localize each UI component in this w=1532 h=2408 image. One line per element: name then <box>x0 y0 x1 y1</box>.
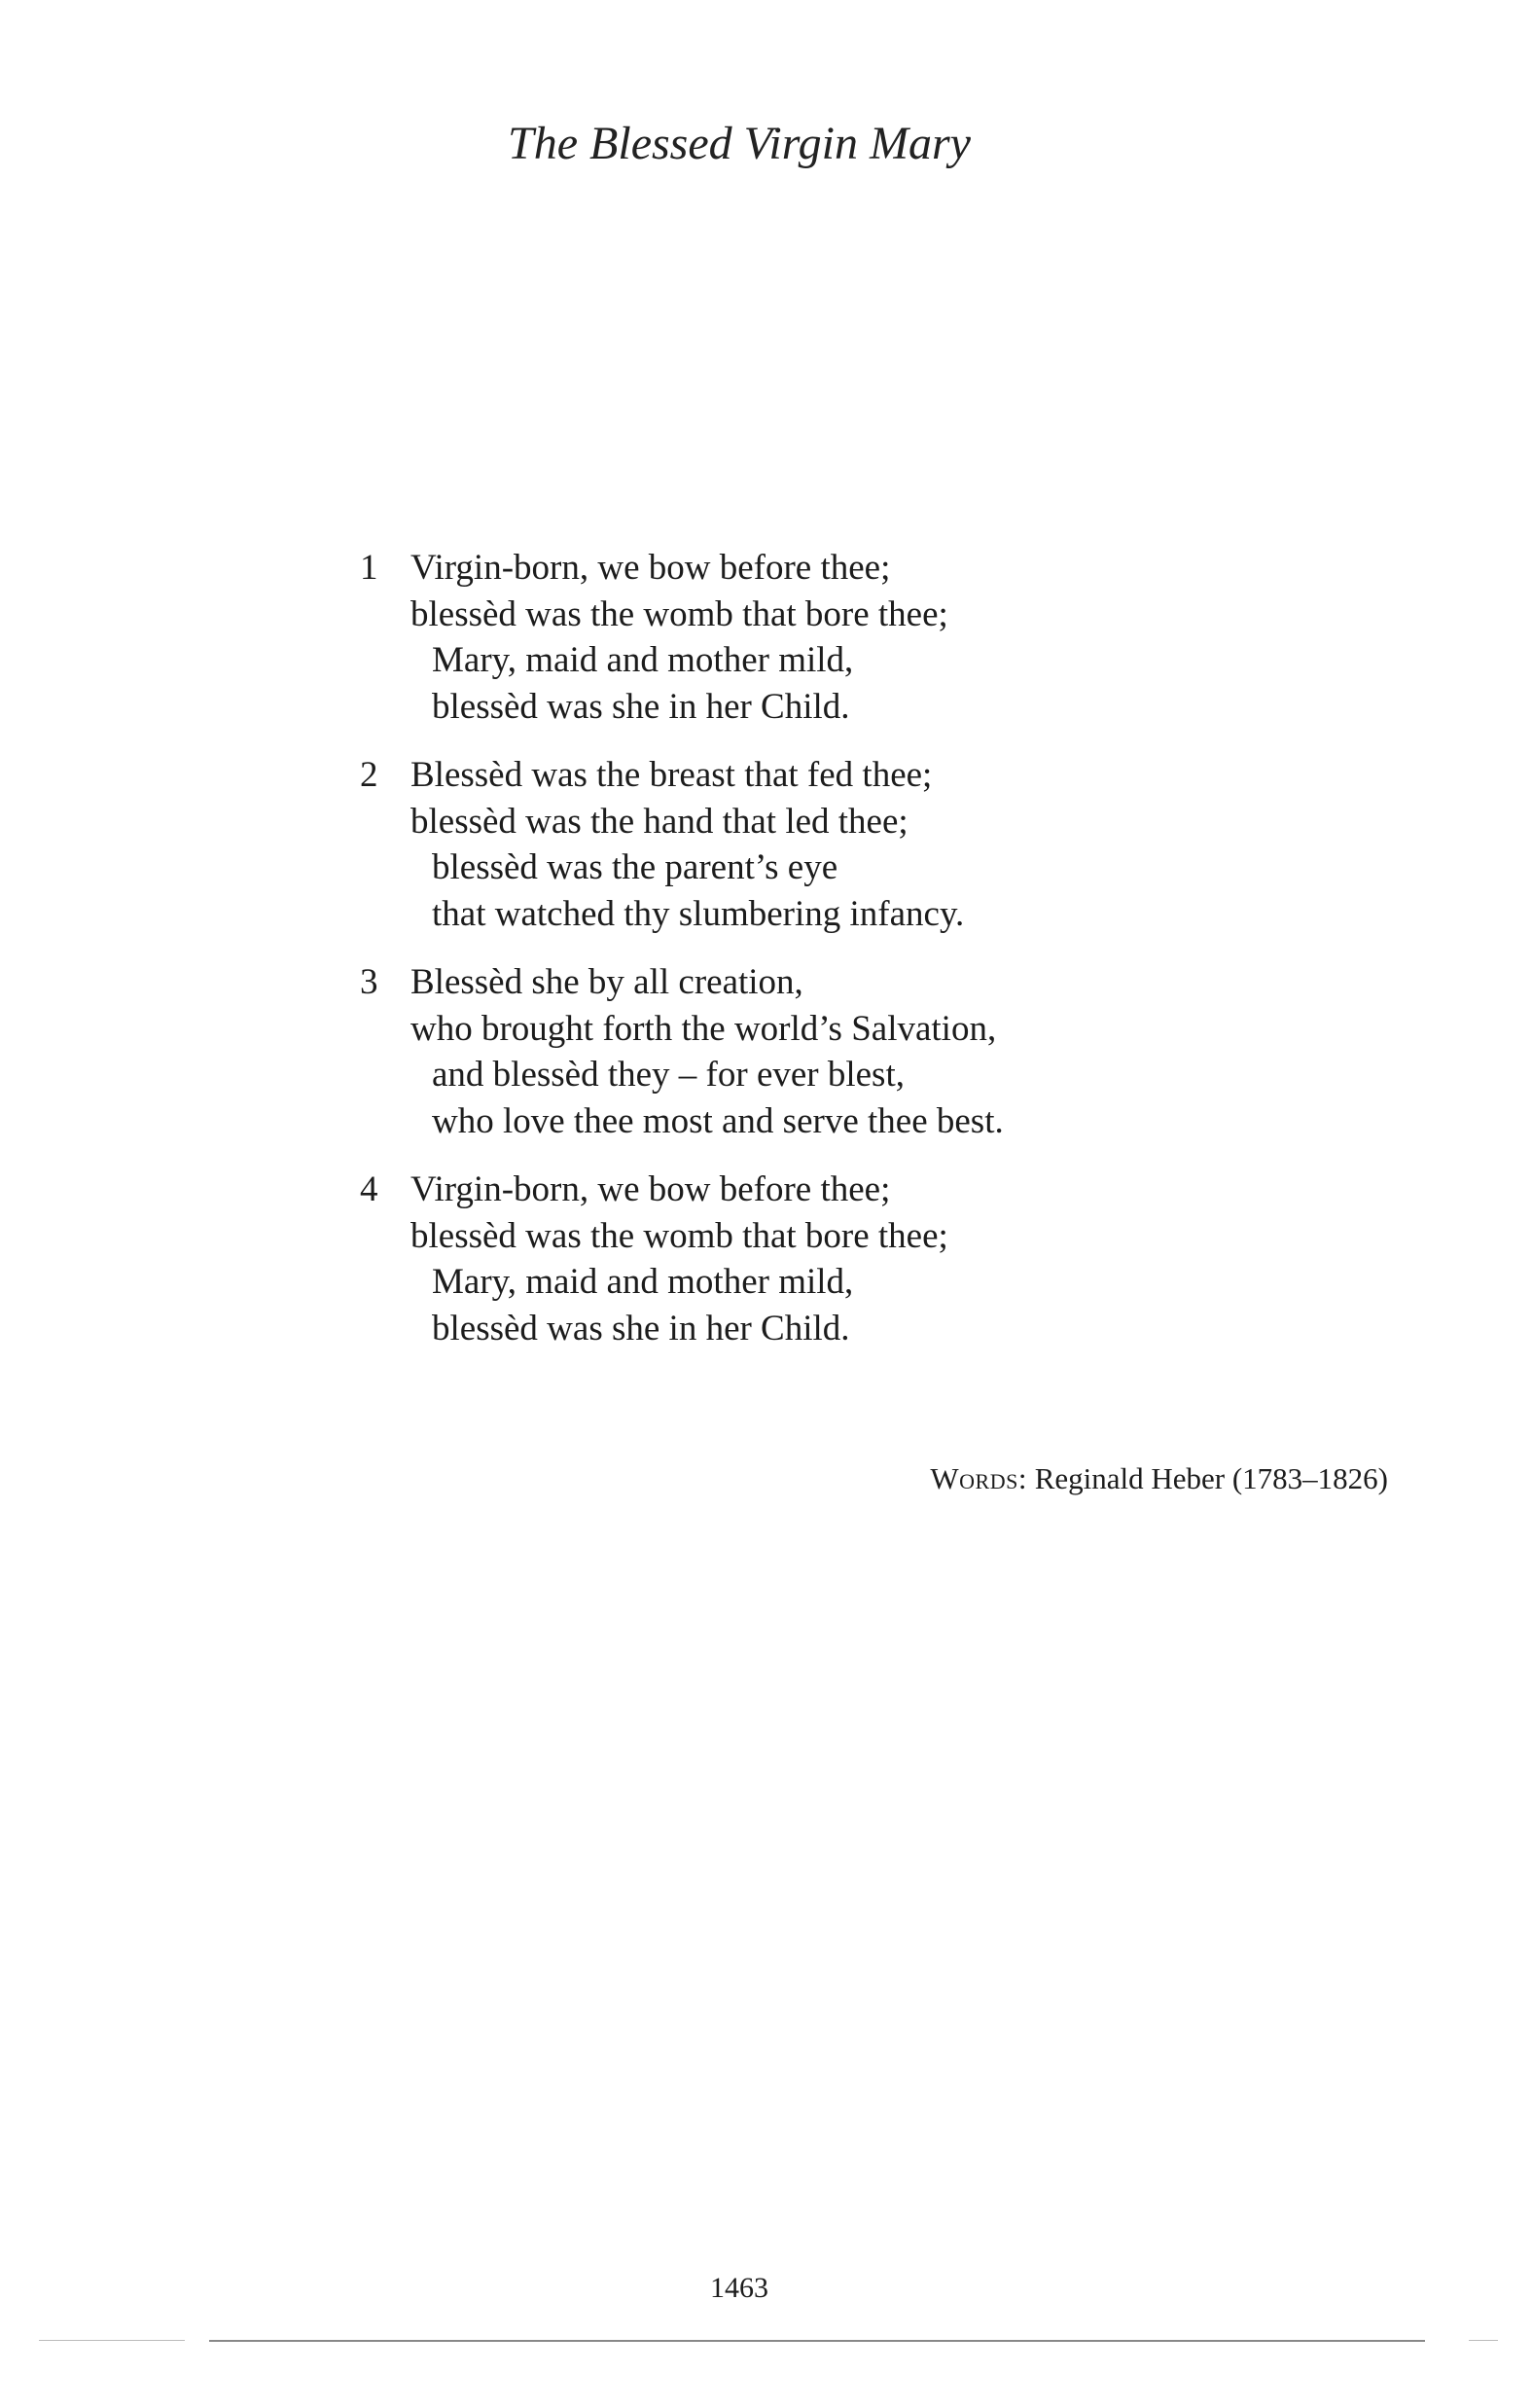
attribution <box>930 1459 1388 1498</box>
verse-number: 2 <box>360 755 378 795</box>
verse-line: Blessèd she by all creation, <box>410 962 803 1002</box>
footer-rule <box>209 2340 1425 2342</box>
verse-line: blessèd was the hand that led thee; <box>410 801 909 842</box>
page-number: 1463 <box>710 2272 768 2304</box>
verse-lines <box>410 1167 1196 1351</box>
footer-rule-left <box>39 2340 185 2341</box>
verse-line: Blessèd was the breast that fed thee; <box>410 755 933 795</box>
verse-line: who brought forth the world’s Salvation, <box>410 1008 997 1049</box>
verse-line: blessèd was the womb that bore thee; <box>410 593 948 634</box>
verse-lines <box>410 959 1196 1144</box>
attribution-text: Reginald Heber (1783–1826) <box>1034 1461 1388 1495</box>
verse-line: Virgin-born, we bow before thee; <box>410 1169 891 1209</box>
verse-line: blessèd was she in her Child. <box>432 686 850 727</box>
verse-line: blessèd was she in her Child. <box>432 1308 850 1348</box>
verse-line: Mary, maid and mother mild, <box>432 640 854 680</box>
hymn-text <box>360 545 1196 1374</box>
verse-line: who love thee most and serve thee best. <box>432 1100 1004 1141</box>
attribution-label: Words: <box>930 1461 1027 1495</box>
verse-line: and blessèd they – for ever blest, <box>432 1055 905 1095</box>
verse-number: 3 <box>360 962 378 1002</box>
page-title: The Blessed Virgin Mary <box>508 118 971 169</box>
verse-2 <box>360 752 1196 937</box>
verse-lines <box>410 545 1196 730</box>
verse-number: 4 <box>360 1169 378 1209</box>
verse-line: that watched thy slumbering infancy. <box>432 893 965 934</box>
verse-line: Mary, maid and mother mild, <box>432 1262 854 1302</box>
verse-number: 1 <box>360 548 378 588</box>
footer-rule-right <box>1469 2340 1498 2341</box>
verse-line: Virgin-born, we bow before thee; <box>410 548 891 588</box>
verse-3 <box>360 959 1196 1144</box>
verse-line: blessèd was the parent’s eye <box>432 847 838 887</box>
verse-1 <box>360 545 1196 730</box>
verse-lines <box>410 752 1196 937</box>
verse-line: blessèd was the womb that bore thee; <box>410 1215 948 1256</box>
verse-4 <box>360 1167 1196 1351</box>
